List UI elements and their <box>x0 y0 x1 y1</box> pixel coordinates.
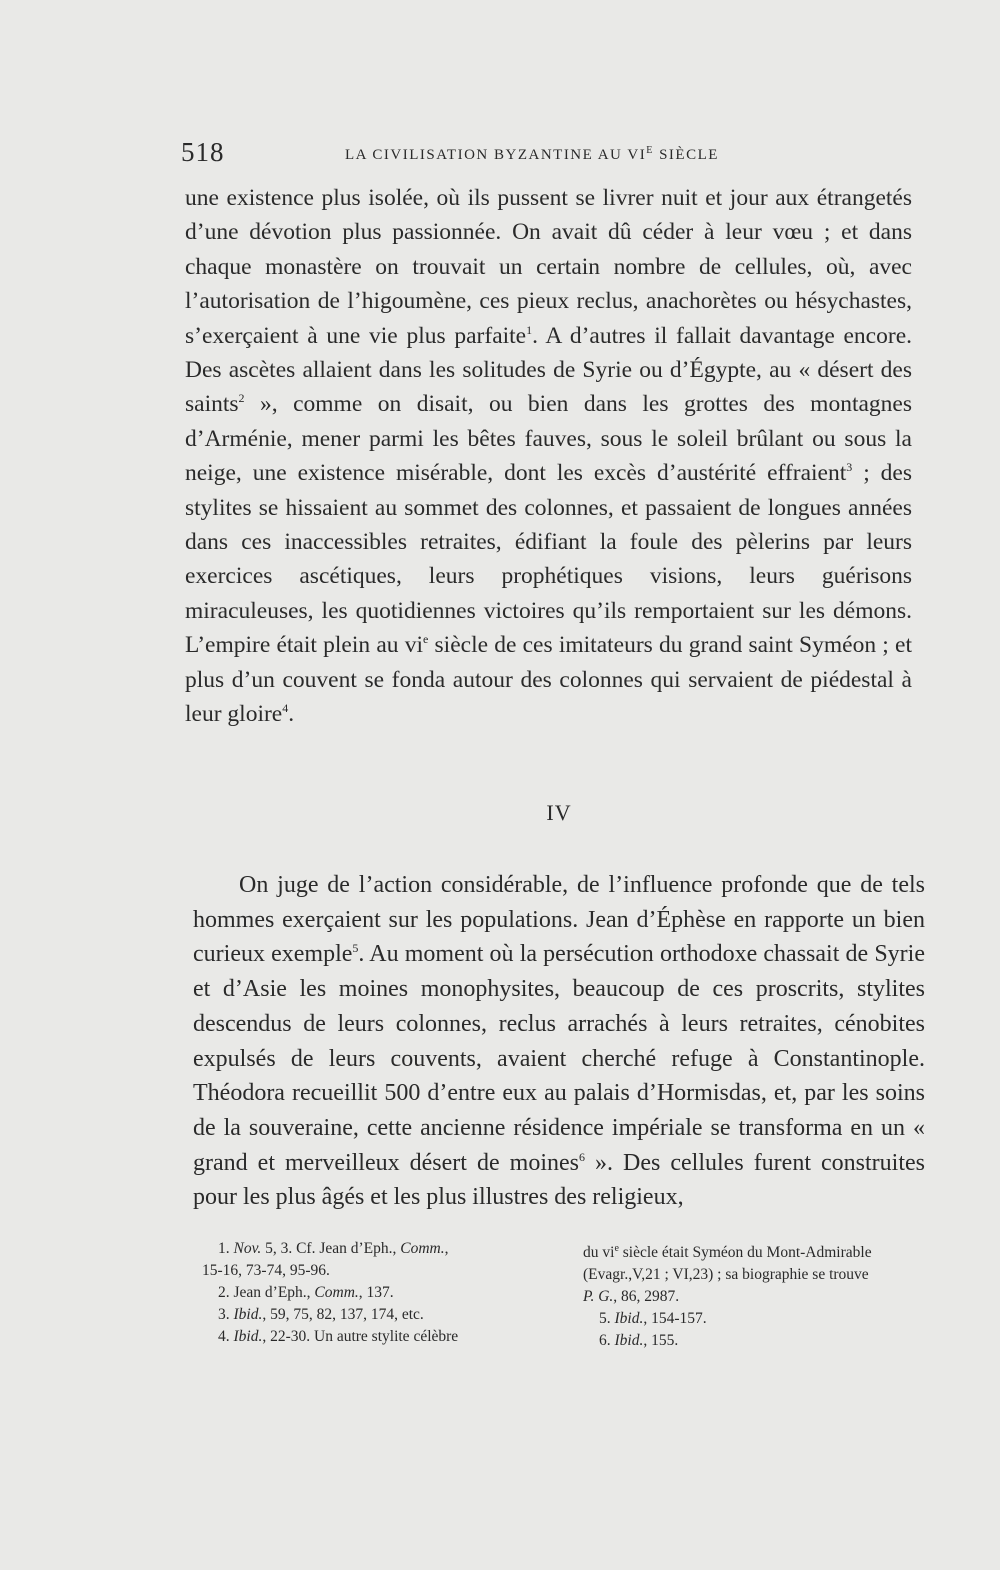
paragraph-2 <box>193 868 925 1215</box>
footnote-ref-4: 4 <box>282 701 289 716</box>
text-run: », comme on disait, ou bien dans les grottes des montagnes d’Arménie, mener parmi les bêtes fauves, sous le soleil brûlant ou sous la neige, une existence misérable, dont les excès d’austérité effraient <box>185 391 912 487</box>
footnote-number: 3. <box>218 1306 234 1323</box>
footnote-text: 5, 3. Cf. Jean d’Eph., <box>261 1240 401 1257</box>
footnote-ref-title: Ibid. <box>233 1328 263 1345</box>
text-run: une existence plus isolée, où ils pussent se livrer nuit et jour aux étrangetés d’une dévotion plus passionnée. On avait dû céder à leur vœu ; et dans chaque monastère on trouvait un certain nombre de cellules, où, avec l’autorisation de l’higoumène, ces pieux reclus, anachorètes ou hésychastes, s’exerçaient à une vie plus parfaite <box>185 185 912 349</box>
text-run: . Au moment où la persécution orthodoxe chassait de Syrie et d’Asie les moines monophysites, beaucoup de ces proscrits, stylites descendus de leurs colonnes, reclus arrachés à leurs retraites, cénobites expulsés de leurs couvents, avaient cherché refuge à Constantinople. Théodora recueillit 500 d’entre eux au palais d’Hormisdas, et, par les soins de la souveraine, cette ancienne résidence impériale se transforma en un « grand et merveilleux désert de moines <box>193 941 925 1176</box>
text-run: . <box>288 701 295 728</box>
page-number: 518 <box>181 137 225 167</box>
footnote-text: siècle était Syméon du Mont-Admirable <box>618 1244 872 1262</box>
footnotes-left-column <box>202 1238 557 1348</box>
footnote-ref-title: Comm. <box>400 1240 445 1257</box>
text-run: ; des stylites se hissaient au sommet des colonnes, et passaient de longues années dans ces inaccessibles retraites, édifiant la foule des pèlerins par leurs exercices ascétiques, leurs prophétiques visions, leurs guérisons miraculeuses, les quotidiennes victoires qu’ils remportaient sur les démons. L’empire était plein au vi <box>185 460 912 659</box>
footnote-ref-title: P. G. <box>583 1288 614 1306</box>
footnote-3 <box>202 1304 557 1326</box>
footnote-text: , 155. <box>643 1332 679 1350</box>
text-run: siècle de ces imitateurs du grand saint Syméon ; et plus d’un couvent se fonda autour des colonnes qui servaient de piédestal à leur gloire <box>185 632 912 728</box>
footnote-text: , 59, 75, 82, 137, 174, etc. <box>262 1306 424 1323</box>
footnote-4-continued <box>583 1286 928 1308</box>
footnote-4 <box>202 1326 557 1348</box>
footnote-text: , <box>444 1240 449 1257</box>
running-title <box>345 145 719 164</box>
footnote-4-continued <box>583 1238 928 1264</box>
footnote-text: , 137. <box>358 1284 394 1301</box>
footnote-1-continued: 15-16, 73-74, 95-96. <box>202 1262 330 1279</box>
footnote-number: 6. <box>599 1332 615 1350</box>
footnote-4-continued: (Evagr.,V,21 ; VI,23) ; sa biographie se trouve <box>583 1266 869 1284</box>
running-title-text: LA CIVILISATION BYZANTINE AU VI <box>345 147 647 163</box>
footnote-text: , 22-30. Un autre stylite célèbre <box>262 1328 459 1345</box>
running-title-text-end: SIÈCLE <box>653 147 719 163</box>
century-superscript: e <box>423 632 429 647</box>
section-heading: IV <box>546 800 572 825</box>
footnote-number: 5. <box>599 1310 615 1328</box>
paragraph-2-text <box>193 868 925 1215</box>
footnote-ref-title: Comm. <box>314 1284 359 1301</box>
footnote-ref-title: Nov. <box>233 1240 262 1257</box>
footnote-text: 2. Jean d’Eph., <box>218 1284 315 1301</box>
century-superscript: e <box>614 1243 619 1254</box>
footnote-ref-2: 2 <box>238 391 245 406</box>
footnote-text: du vi <box>583 1244 615 1262</box>
text-run: ». Des cellules furent construites pour les plus âgés et les plus illustres des religieux, <box>193 1149 925 1211</box>
text-run: On juge de l’action considérable, de l’influence profonde que de tels hommes exerçaient sur les populations. Jean d’Éphèse en rapporte un bien curieux exemple <box>193 872 925 968</box>
footnote-text: , 86, 2987. <box>613 1288 680 1306</box>
footnote-ref-title: Ibid. <box>233 1306 263 1323</box>
footnote-ref-title: Ibid. <box>614 1310 644 1328</box>
footnotes-right-column <box>583 1238 928 1352</box>
footnote-ref-1: 1 <box>526 322 533 337</box>
footnote-1 <box>202 1238 557 1260</box>
page-header <box>181 137 726 171</box>
footnote-6 <box>583 1330 928 1352</box>
text-run: . A d’autres il fallait davantage encore. Des ascètes allaient dans les solitudes de Syrie ou d’Égypte, au « désert des saints <box>185 322 912 418</box>
paragraph-1-text <box>185 181 912 732</box>
footnote-text: , 154-157. <box>643 1310 707 1328</box>
running-title-superscript: E <box>646 145 654 156</box>
footnote-ref-title: Ibid. <box>614 1332 644 1350</box>
footnote-ref-3: 3 <box>846 460 853 475</box>
footnote-2 <box>202 1282 557 1304</box>
footnote-ref-5: 5 <box>352 941 359 956</box>
footnote-number: 4. <box>218 1328 234 1345</box>
footnote-number: 1. <box>218 1240 234 1257</box>
footnote-5 <box>583 1308 928 1330</box>
paragraph-1 <box>185 181 912 732</box>
footnote-ref-6: 6 <box>578 1149 585 1164</box>
